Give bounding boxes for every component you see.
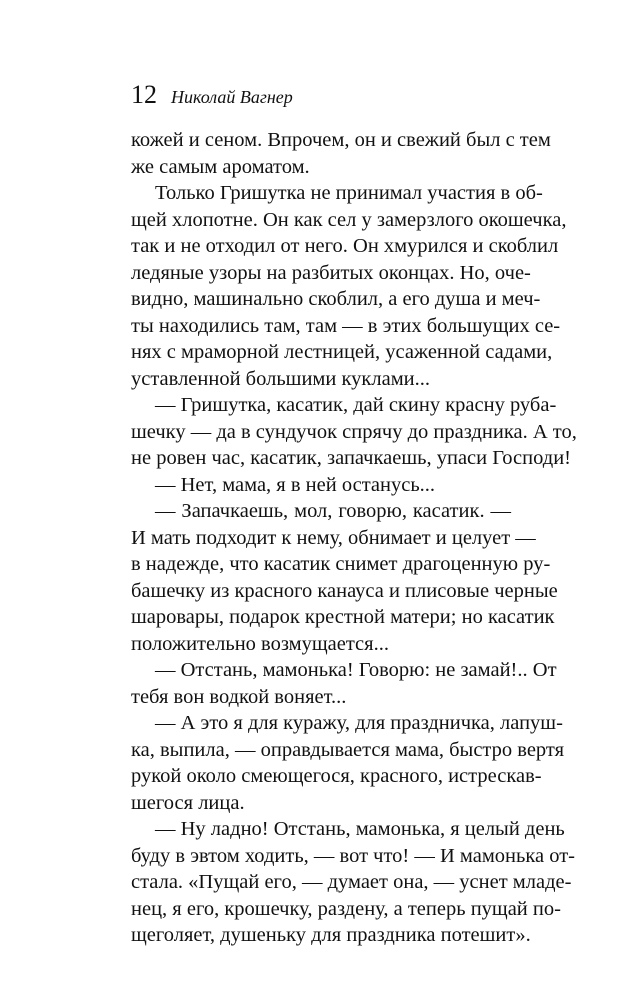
text-line: — Ну ладно! Отстань, мамонька, я целый день xyxy=(155,818,565,840)
text-line: рукой около смеющегося, красного, истрескав- xyxy=(131,765,542,787)
body-text xyxy=(131,127,577,949)
text-line: уставленной большими куклами... xyxy=(131,367,431,390)
text-line: шечку — да в сундучок спрячу до праздника. А то, xyxy=(131,420,577,443)
text-line: нях с мраморной лестницей, усаженной садами, xyxy=(131,341,553,363)
text-line: не ровен час, касатик, запачкаешь, упаси Господи! xyxy=(131,447,572,469)
text-line: шаровары, подарок крестной матери; но касатик xyxy=(131,606,555,628)
text-line: щей хлопотне. Он как сел у замерзлого окошечка, xyxy=(131,208,567,231)
text-line: так и не отходил от него. Он хмурился и скоблил xyxy=(131,235,559,257)
text-line: нец, я его, крошечку, раздену, а теперь пущай по- xyxy=(131,897,561,920)
text-line: И мать подходит к нему, обнимает и целует — xyxy=(131,526,536,549)
text-line: тебя вон водкой воняет... xyxy=(131,685,347,708)
text-line: — Нет, мама, я в ней останусь... xyxy=(155,473,436,496)
text-line: в надежде, что касатик снимет драгоценную ру- xyxy=(131,553,551,575)
text-line: Только Гришутка не принимал участия в об- xyxy=(155,182,543,204)
text-line: — А это я для куражу, для праздничка, лапуш- xyxy=(155,712,563,734)
author-name: Николай Вагнер xyxy=(171,87,293,107)
text-line: башечку из красного канауса и плисовые черные xyxy=(131,579,558,602)
text-line: щеголяет, душеньку для праздника потешит». xyxy=(131,924,531,946)
text-line: ты находились там, там — в этих большущих се- xyxy=(131,314,561,337)
text-line: стала. «Пущай его, — думает она, — уснет младе- xyxy=(131,871,572,893)
text-line: кожей и сеном. Впрочем, он и свежий был с тем xyxy=(131,129,551,151)
text-line: шегося лица. xyxy=(131,791,245,814)
page-number: 12 xyxy=(131,80,157,109)
text-line: видно, машинально скоблил, а его душа и меч- xyxy=(131,288,541,310)
text-line: — Отстань, мамонька! Говорю: не замай!.. От xyxy=(155,659,557,681)
running-header xyxy=(131,80,293,110)
text-line: ледяные узоры на разбитых оконцах. Но, оче- xyxy=(131,261,531,284)
text-line: — Гришутка, касатик, дай скину красну руба- xyxy=(155,394,557,416)
text-line: ка, выпила, — оправдывается мама, быстро вертя xyxy=(131,738,565,761)
text-line: — Запачкаешь, мол, говорю, касатик. — xyxy=(155,500,511,522)
text-line: же самым ароматом. xyxy=(131,155,310,178)
text-line: положительно возмущается... xyxy=(131,632,389,655)
text-line: буду в эвтом ходить, — вот что! — И мамонька от- xyxy=(131,844,576,867)
